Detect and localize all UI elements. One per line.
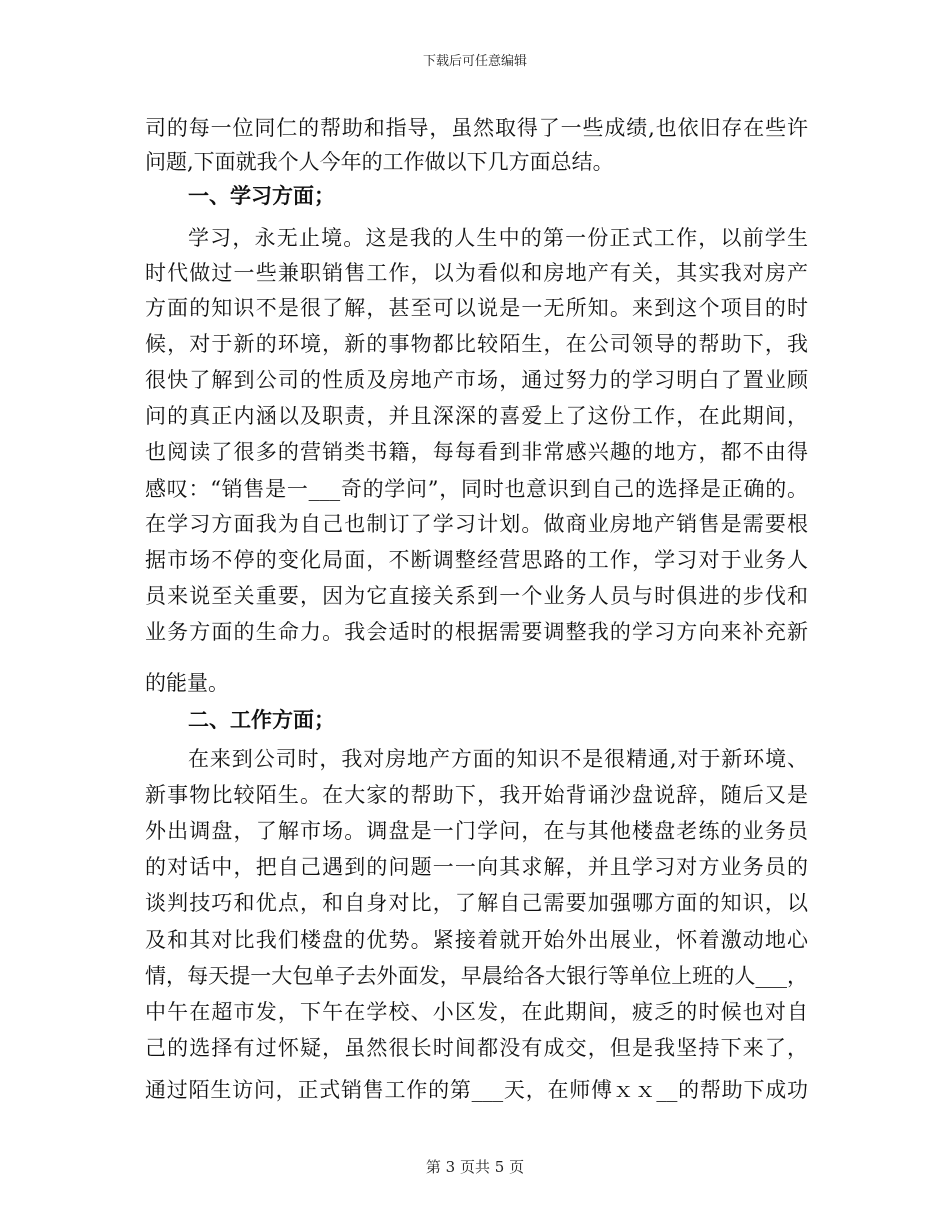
text-line: 很快了解到公司的性质及房地产市场，通过努力的学习明白了置业顾 bbox=[145, 368, 808, 392]
text-line: 及和其对比我们楼盘的优势。紧接着就开始外出展业，怀着激动地心 bbox=[145, 928, 808, 952]
text-line: 也阅读了很多的营销类书籍，每每看到非常感兴趣的地方，都不由得 bbox=[145, 440, 808, 464]
text-line: 据市场不停的变化局面，不断调整经营思路的工作，学习对于业务人 bbox=[145, 548, 808, 572]
text-line: 方面的知识不是很了解，甚至可以说是一无所知。来到这个项目的时 bbox=[145, 296, 808, 320]
text-line: 在学习方面我为自己也制订了学习计划。做商业房地产销售是需要根 bbox=[145, 512, 808, 536]
text-line: 员来说至关重要，因为它直接关系到一个业务人员与时俱进的步伐和 bbox=[145, 584, 808, 608]
text-line: 的能量。 bbox=[145, 671, 229, 695]
text-line: 司的每一位同仁的帮助和指导，虽然取得了一些成绩,也依旧存在些许 bbox=[145, 116, 808, 140]
text-line: 情，每天提一大包单子去外面发，早晨给各大银行等单位上班的人___， bbox=[145, 964, 808, 988]
section-heading-study: 一、学习方面； bbox=[188, 183, 335, 208]
section-heading-work: 二、工作方面； bbox=[188, 707, 335, 732]
text-line: 的对话中，把自己遇到的问题一一向其求解，并且学习对方业务员的 bbox=[145, 855, 808, 879]
page-number: 第 3 页共 5 页 bbox=[425, 1158, 525, 1176]
text-line: 问的真正内涵以及职责，并且深深的喜爱上了这份工作，在此期间， bbox=[145, 404, 808, 428]
text-line: 感叹：“销售是一___奇的学问”，同时也意识到自己的选择是正确的。 bbox=[145, 477, 808, 501]
text-line: 时代做过一些兼职销售工作，以为看似和房地产有关，其实我对房产 bbox=[145, 261, 808, 285]
text-line: 问题,下面就我个人今年的工作做以下几方面总结。 bbox=[145, 150, 614, 174]
text-line: 业务方面的生命力。我会适时的根据需要调整我的学习方向来补充新 bbox=[145, 620, 808, 644]
text-line: 新事物比较陌生。在大家的帮助下，我开始背诵沙盘说辞，随后又是 bbox=[145, 783, 808, 807]
text-line: 己的选择有过怀疑，虽然很长时间都没有成交，但是我坚持下来了， bbox=[145, 1036, 808, 1060]
text-line: 外出调盘，了解市场。调盘是一门学问，在与其他楼盘老练的业务员 bbox=[145, 819, 808, 843]
text-line: 候，对于新的环境，新的事物都比较陌生，在公司领导的帮助下，我 bbox=[145, 332, 808, 356]
text-line: 通过陌生访问，正式销售工作的第___天，在师傅ｘｘ__的帮助下成功 bbox=[145, 1078, 808, 1102]
text-line: 谈判技巧和优点，和自身对比，了解自己需要加强哪方面的知识，以 bbox=[145, 891, 808, 915]
text-line: 学习，永无止境。这是我的人生中的第一份正式工作，以前学生 bbox=[188, 226, 808, 250]
text-line: 中午在超市发，下午在学校、小区发，在此期间，疲乏的时候也对自 bbox=[145, 1000, 808, 1024]
text-line: 在来到公司时，我对房地产方面的知识不是很精通,对于新环境、 bbox=[188, 747, 808, 771]
page-header-note: 下载后可任意编辑 bbox=[422, 54, 527, 69]
